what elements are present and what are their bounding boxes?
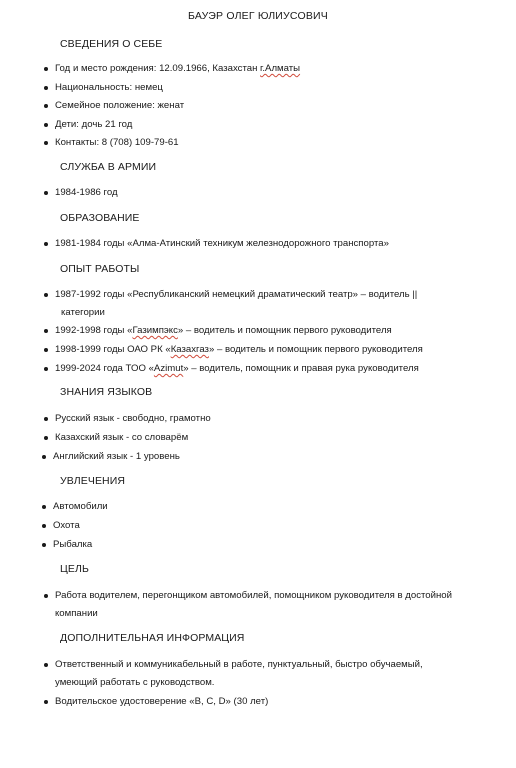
bullet-icon (44, 700, 48, 704)
about-marital: Семейное положение: женат (55, 97, 184, 115)
section-heading-additional: ДОПОЛНИТЕЛЬНАЯ ИНФОРМАЦИЯ (60, 632, 245, 644)
bullet-icon (44, 663, 48, 667)
section-heading-education: ОБРАЗОВАНИЕ (60, 212, 140, 224)
language-item: Казахский язык - со словарём (55, 429, 188, 447)
bullet-icon (42, 505, 46, 509)
bullet-icon (44, 417, 48, 421)
about-children: Дети: дочь 21 год (55, 116, 132, 134)
section-heading-about: СВЕДЕНИЯ О СЕБЕ (60, 38, 163, 50)
experience-job-1: 1987-1992 годы «Республиканский немецкий драматический театр» – водитель || (55, 286, 417, 304)
resume-title: БАУЭР ОЛЕГ ЮЛИУСОВИЧ (188, 10, 328, 22)
bullet-icon (44, 348, 48, 352)
goal-item: Работа водителем, перегонщиком автомобилей, помощником руководителя в достойной (55, 587, 452, 605)
education-item: 1981-1984 годы «Алма-Атинский техникум железнодорожного транспорта» (55, 235, 389, 253)
birth-city: г.Алматы (260, 63, 301, 74)
section-heading-goal: ЦЕЛЬ (60, 563, 89, 575)
bullet-icon (44, 367, 48, 371)
additional-item-continuation: умеющий работать с руководством. (55, 677, 215, 688)
bullet-icon (42, 543, 46, 547)
section-heading-languages: ЗНАНИЯ ЯЗЫКОВ (60, 386, 153, 398)
bullet-icon (44, 86, 48, 90)
about-nationality: Национальность: немец (55, 79, 163, 97)
additional-item: Ответственный и коммуникабельный в работе, пунктуальный, быстро обучаемый, (55, 656, 423, 674)
bullet-icon (42, 524, 46, 528)
section-heading-army: СЛУЖБА В АРМИИ (60, 161, 157, 173)
about-birth: Год и место рождения: 12.09.1966, Казахстан г.Алматы (55, 60, 300, 78)
bullet-icon (42, 455, 46, 459)
experience-job-2: 1992-1998 годы «Газимпэкс» – водитель и помощник первого руководителя (55, 322, 392, 340)
language-item: Русский язык - свободно, грамотно (55, 410, 211, 428)
bullet-icon (44, 293, 48, 297)
experience-job-4: 1999-2024 года ТОО «Azimut» – водитель, помощник и правая рука руководителя (55, 360, 419, 378)
bullet-icon (44, 242, 48, 246)
experience-job-3: 1998-1999 годы ОАО РК «Казахгаз» – водитель и помощник первого руководителя (55, 341, 423, 359)
section-heading-hobbies: УВЛЕЧЕНИЯ (60, 475, 126, 487)
goal-item-continuation: компании (55, 608, 98, 619)
bullet-icon (44, 329, 48, 333)
bullet-icon (44, 436, 48, 440)
language-item: Английский язык - 1 уровень (53, 448, 180, 466)
bullet-icon (44, 104, 48, 108)
hobby-item: Рыбалка (53, 536, 92, 554)
section-heading-experience: ОПЫТ РАБОТЫ (60, 263, 140, 275)
bullet-icon (44, 123, 48, 127)
experience-job-1-continuation: категории (61, 307, 105, 318)
bullet-icon (44, 141, 48, 145)
hobby-item: Охота (53, 517, 80, 535)
army-period: 1984-1986 год (55, 184, 118, 202)
bullet-icon (44, 191, 48, 195)
additional-item: Водительское удостоверение «B, C, D» (30 лет) (55, 693, 268, 711)
bullet-icon (44, 594, 48, 598)
hobby-item: Автомобили (53, 498, 108, 516)
bullet-icon (44, 67, 48, 71)
about-contacts: Контакты: 8 (708) 109-79-61 (55, 134, 179, 152)
